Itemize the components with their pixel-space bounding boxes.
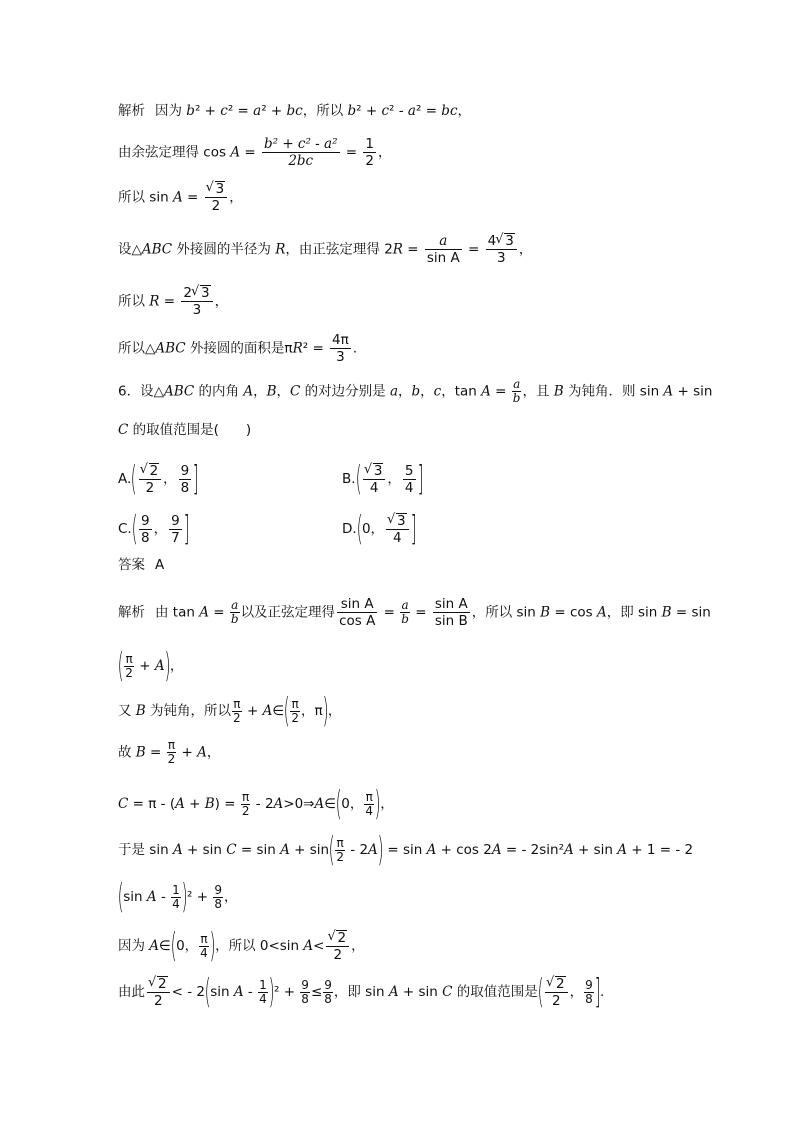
analysis-line-4: 故 B = $\frac{\pi}{2}$ + A， [118,738,221,766]
question-6-line-2: C 的取值范围是( ) [118,422,252,438]
solution-line-1: 解析 因为 b² + c² = a² + bc，所以 b² + c² - a² = bc， [118,103,471,119]
fraction: √ $\frac{3}{2}$ [205,181,228,214]
fraction: $\frac{4√ 3}{3}$ [486,233,517,266]
analysis-line-7: (sin A - $\frac{1}{4}$ )² + $\frac{9}{8}$ ， [117,877,238,917]
analysis-line-2: ( $\frac{\pi}{2}$ + A)， [117,646,184,686]
fraction: $\frac{a}{\text{sin A}}$ [426,233,460,266]
fraction: $\frac{4\pi}{3}$ [332,332,349,365]
option-a[interactable]: A.( √ $\frac{2}{2}$ ， $\frac{9}{8}$ ] [118,462,199,496]
sqrt-icon: √ 2 [149,976,168,992]
sqrt-icon: √ 3 [365,463,384,479]
solution-line-5: 所以 R = $\frac{2√ 3}{3}$ ， [118,285,228,318]
sqrt-icon: √ 3 [388,513,407,529]
solution-line-3: 所以 sin A = √ $\frac{3}{2}$ ， [118,181,243,214]
solution-line-6: 所以△ABC 外接圆的面积是πR² = $\frac{4\pi}{3}$ . [118,332,358,365]
analysis-line-8: 因为 A∈(0， $\frac{\pi}{4}$ )，所以 0<sin A< √ $\frac{2}{2}$ ， [118,929,365,963]
analysis-line-3: 又 B 为钝角，所以 $\frac{\pi}{2}$ + A∈( $\frac{\pi}{2}$ ，π)， [118,691,342,731]
analysis-line-9: 由此 √ $\frac{2}{2}$ < - 2(sin A - $\frac{1}{4}$ )² + $\frac{9}{8}$ ≤ $\frac{9}{8}$ ，即 sin A + sin C 的取值范围是( √ $\frac{2}{2}$ ， $\frac{9}{8}$ ]. [118,975,604,1009]
option-b[interactable]: B.( √ $\frac{3}{4}$ ， $\frac{5}{4}$ ] [342,462,423,496]
fraction: $\frac{2√ 3}{3}$ [181,285,212,318]
sqrt-icon: √ 3 [496,233,515,249]
question-6-line-1: 6．设△ABC 的内角 A，B，C 的对边分别是 a，b，c，tan A = $\frac{a}{b}$ ，且 B 为钝角．则 sin A + sin [118,377,713,405]
sqrt-icon: √ 2 [141,463,160,479]
solution-line-2: 由余弦定理得 cos A = $\frac{\text{b² + c² - a²}}{2bc}$ = $\frac{1}{2}$ ， [118,136,392,169]
option-c[interactable]: C.( $\frac{9}{8}$ ， $\frac{9}{7}$ ] [118,509,190,549]
analysis-line-6: 于是 sin A + sin C = sin A + sin( $\frac{\pi}{2}$ - 2A) = sin A + cos 2A = - 2sin²A + sin A + 1 = - 2 [118,830,694,870]
fraction: $\frac{a}{b}$ [512,377,521,405]
option-d[interactable]: D.(0， √ $\frac{3}{4}$ ] [342,512,416,546]
sqrt-icon: √ 3 [192,285,211,301]
fraction: $\frac{\text{b² + c² - a²}}{2bc}$ [263,136,338,169]
analysis-line-5: C = π - (A + B) = $\frac{\pi}{2}$ - 2A>0⇒A∈(0， $\frac{\pi}{4}$ )， [118,784,394,824]
analysis-line-1: 解析 由 tan A = $\frac{a}{b}$ 以及正弦定理得 $\frac{\text{sin A}}{\text{cos A}}$ = $\frac{a}{b}$ = $\frac{\text{sin A}}{\text{sin B}}$ ，所以 sin B = cos A，即 sin B = sin [118,596,711,629]
fraction: $\frac{1}{2}$ [365,136,374,169]
sqrt-icon: √ 2 [328,930,347,946]
solution-line-4: 设△ABC 外接圆的半径为 R，由正弦定理得 2R = $\frac{a}{\text{sin A}}$ = $\frac{4√ 3}{3}$ ， [118,233,532,266]
sqrt-icon: √ 2 [547,976,566,992]
sqrt-icon: √ 3 [207,181,226,197]
answer-line: 答案 A [118,557,165,573]
